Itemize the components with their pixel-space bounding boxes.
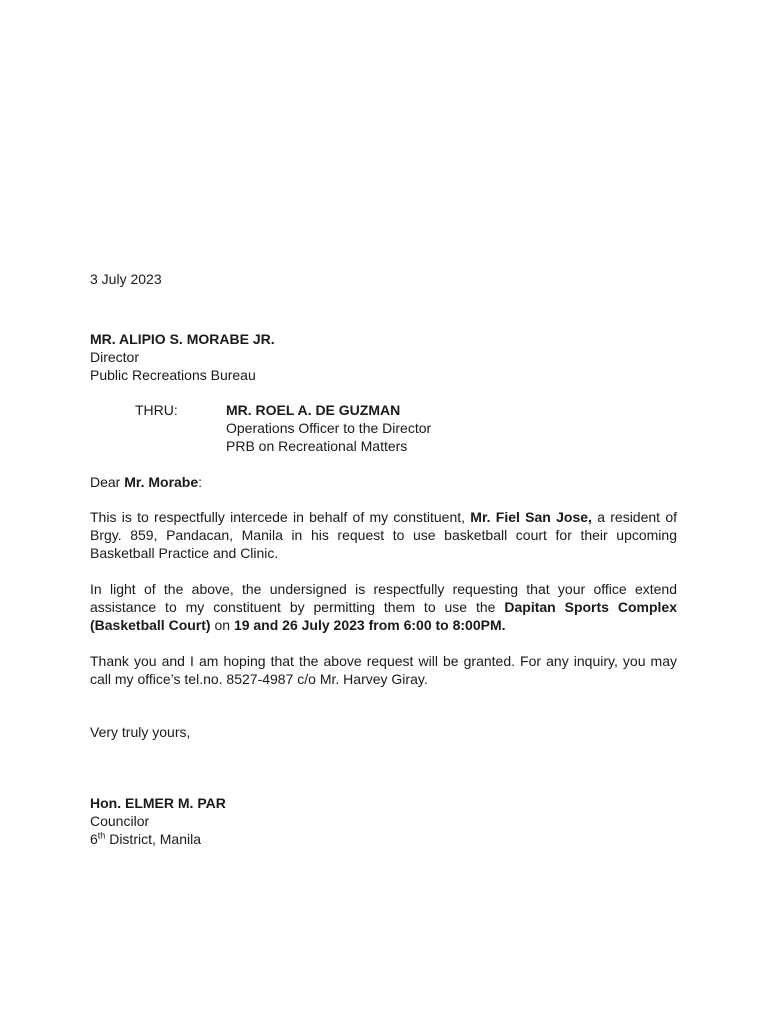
body-paragraph-2 bbox=[90, 580, 677, 634]
salutation bbox=[90, 473, 677, 491]
letter-date: 3 July 2023 bbox=[90, 271, 162, 287]
thru-office: PRB on Recreational Matters bbox=[226, 438, 408, 454]
district-suffix: th bbox=[97, 830, 106, 841]
thru-block bbox=[90, 401, 677, 455]
body-paragraph-3: Thank you and I am hoping that the above request will be granted. For any inquiry, you may call my office’s tel.no. 8527-4987 c/o Mr. Harvey Giray. bbox=[90, 653, 677, 687]
venue-name: Dapitan Sports Complex (Basketball Court) bbox=[90, 599, 677, 633]
signatory-name: Hon. ELMER M. PAR bbox=[90, 795, 226, 811]
thru-label: THRU: bbox=[135, 402, 178, 418]
recipient-block bbox=[90, 330, 677, 384]
recipient-name: MR. ALIPIO S. MORABE JR. bbox=[90, 331, 275, 347]
paragraph-2-text-before: In light of the above, the undersigned is respectfully requesting that your office extend assistance to my constituent by permitting them to use the bbox=[90, 581, 677, 615]
schedule-text: 19 and 26 July 2023 from 6:00 to 8:00PM. bbox=[233, 617, 506, 633]
recipient-office: Public Recreations Bureau bbox=[90, 367, 256, 383]
district-rest: District, Manila bbox=[105, 831, 201, 847]
paragraph-1-text-before: This is to respectfully intercede in behalf of my constituent, bbox=[90, 509, 471, 525]
paragraph-2-text-middle: on bbox=[210, 617, 234, 633]
thru-name: MR. ROEL A. DE GUZMAN bbox=[226, 402, 401, 418]
constituent-name: Mr. Fiel San Jose, bbox=[470, 509, 592, 525]
signatory-district bbox=[90, 830, 677, 848]
signatory-title: Councilor bbox=[90, 813, 150, 829]
district-number: 6 bbox=[90, 831, 98, 847]
body-paragraph-1 bbox=[90, 508, 677, 562]
salutation-suffix: : bbox=[198, 474, 203, 490]
salutation-name: Mr. Morabe bbox=[124, 474, 199, 490]
paragraph-1-text-after: a resident of Brgy. 859, Pandacan, Manila in his request to use basketball court for their upcoming Basketball Practice and Clinic. bbox=[90, 509, 677, 561]
salutation-prefix: Dear bbox=[90, 474, 125, 490]
recipient-title: Director bbox=[90, 349, 140, 365]
closing: Very truly yours, bbox=[90, 724, 191, 740]
signatory-block bbox=[90, 794, 677, 848]
thru-title: Operations Officer to the Director bbox=[226, 420, 432, 436]
